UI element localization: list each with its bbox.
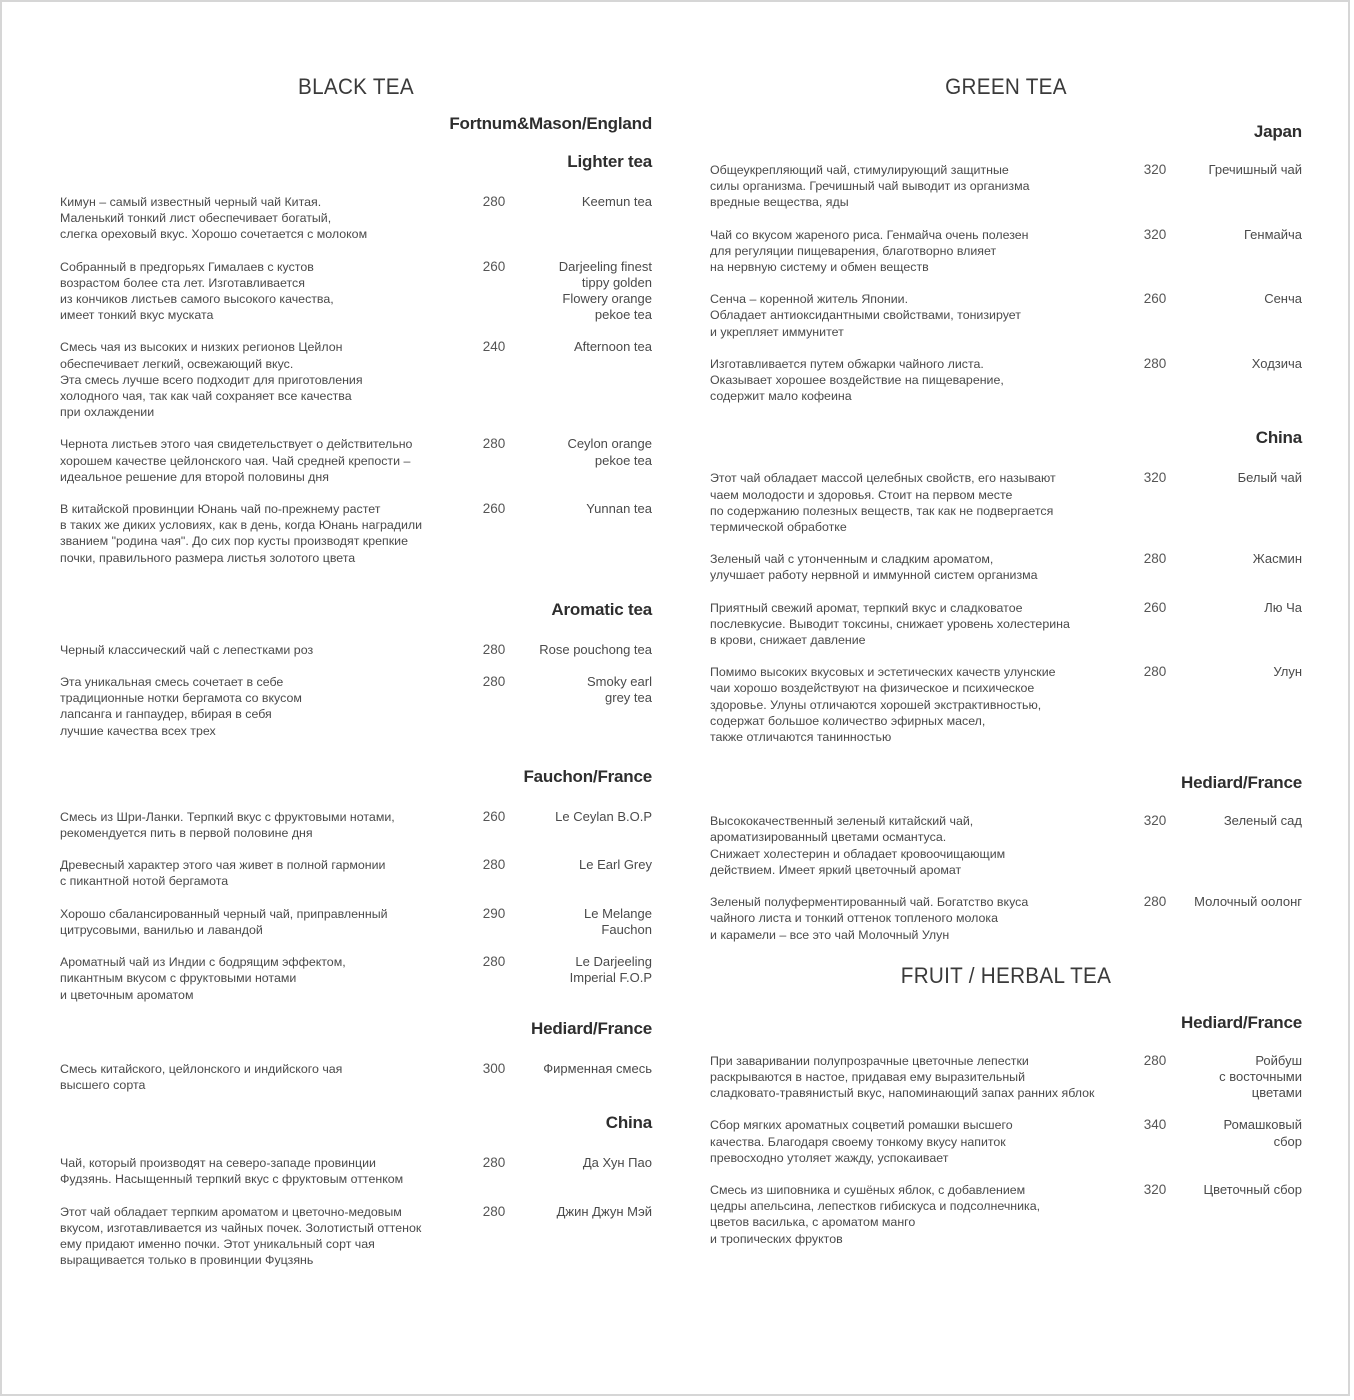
china-black-heading: China: [605, 1113, 652, 1133]
item-name: Генмайча: [1243, 226, 1302, 242]
item-price: 280: [482, 641, 506, 657]
item-description: Кимун – самый известный черный чай Китая. Маленький тонкий лист обеспечивает богатый, слегка ореховый вкус. Хорошо сочетается с молоком: [60, 195, 368, 242]
china-black-list: [60, 1155, 652, 1268]
item-description: Чай со вкусом жареного риса. Генмайча очень полезен для регуляции пищеварения, благотворно влияет на нервную систему и обмен веществ: [710, 227, 1029, 275]
item-price: 320: [1143, 470, 1167, 486]
menu-item: [710, 551, 1302, 583]
item-description: Помимо высоких вкусовых и эстетических качеств улунские чаи хорошо воздействуют на физическое и психическое здоровье. Улуны отличаются хорошей экстрактивностью, содержат большое количество эфирных масел, также отличаются танинностью: [710, 665, 1056, 745]
item-description: В китайской провинции Юнань чай по-прежнему растет в таких же диких условиях, как в день, когда Юнань наградили званием "родина чая". До сих пор кусты производят крепкие почки, правильного размера листья золотого цвета: [60, 502, 423, 565]
item-price: 280: [482, 194, 506, 209]
menu-item: [710, 227, 1302, 276]
menu-item: [60, 1204, 652, 1269]
item-description: Зеленый полуферментированный чай. Богатство вкуса чайного листа и тонкий оттенок топленого молока и карамели – все это чай Молочный Улун: [710, 895, 1029, 942]
item-price: 280: [482, 857, 506, 873]
item-name: Keemun tea: [581, 194, 652, 209]
item-price: 320: [1143, 813, 1167, 829]
menu-item: [710, 162, 1302, 211]
item-description: Смесь из Шри-Ланки. Терпкий вкус с фруктовыми нотами, рекомендуется пить в первой половине дня: [60, 809, 395, 841]
item-description: Чернота листьев этого чая свидетельствует о действительно хорошем качестве цейлонского чая. Чай средней крепости – идеальное решение для второй половины дня: [60, 437, 413, 484]
menu-item: [60, 857, 652, 889]
menu-item: [60, 1155, 652, 1187]
lighter-tea-list: [60, 194, 652, 566]
menu-item: [60, 954, 652, 1003]
menu-item: [60, 642, 652, 658]
item-description: Смесь из шиповника и сушёных яблок, с добавлением цедры апельсина, лепестков гибискуса и подсолнечника, цветов василька, с ароматом манго и тропических фруктов: [710, 1182, 1041, 1246]
item-price: 320: [1143, 162, 1167, 177]
japan-heading: Japan: [1253, 122, 1302, 141]
menu-item: [710, 894, 1302, 943]
item-name: Жасмин: [1252, 551, 1302, 567]
menu-item: [60, 194, 652, 243]
menu-item: [60, 436, 652, 485]
china-green-heading: China: [1255, 428, 1302, 448]
item-name: Yunnan tea: [586, 501, 652, 517]
item-price: 280: [1143, 551, 1167, 567]
item-name: Ройбуш с восточными цветами: [1219, 1052, 1302, 1101]
menu-item: [60, 259, 652, 324]
item-name: Darjeeling finest tippy golden Flowery orange pekoe tea: [558, 258, 652, 323]
item-price: 280: [482, 954, 506, 970]
item-price: 280: [482, 674, 506, 690]
item-name: Да Хун Пао: [582, 1155, 652, 1171]
item-price: 260: [482, 258, 506, 274]
item-description: Общеукрепляющий чай, стимулирующий защитные силы организма. Гречишный чай выводит из организма вредные вещества, яды: [710, 163, 1030, 210]
item-description: Этот чай обладает массой целебных свойств, его называют чаем молодости и здоровья. Стоит на первом месте по содержанию полезных веществ, так как не подвергается термической обработке: [710, 471, 1056, 535]
black-tea-column: [60, 74, 652, 1284]
item-price: 280: [1143, 1052, 1167, 1068]
hediard-green-list: [710, 813, 1302, 942]
china-green-list: [710, 470, 1302, 745]
item-description: Чай, который производят на северо-западе провинции Фудзянь. Насыщенный терпкий вкус с фруктовым оттенком: [60, 1156, 404, 1187]
menu-item: [710, 1182, 1302, 1247]
item-price: 260: [482, 501, 506, 517]
item-price: 290: [482, 905, 506, 921]
item-price: 320: [1143, 226, 1167, 242]
item-name: Цветочный сбор: [1203, 1181, 1302, 1197]
item-name: Le Melange Fauchon: [584, 905, 652, 937]
menu-item: [710, 470, 1302, 535]
item-price: 340: [1143, 1117, 1167, 1133]
menu-item: [710, 600, 1302, 649]
lighter-tea-heading: Lighter tea: [567, 152, 652, 171]
menu-item: [710, 1117, 1302, 1166]
item-name: Гречишный чай: [1208, 162, 1302, 177]
hediard-green-heading: Hediard/France: [1181, 773, 1302, 793]
item-description: Смесь чая из высоких и низких регионов Цейлон обеспечивает легкий, освежающий вкус. Эта смесь лучше всего подходит для приготовления холодного чая, так как чай сохраняет все качества при охлаждении: [60, 340, 363, 420]
green-tea-title: GREEN TEA: [945, 74, 1067, 99]
green-tea-column: [710, 74, 1302, 1263]
item-description: Этот чай обладает терпким ароматом и цветочно-медовым вкусом, изготавливается из чайных почек. Золотистый оттенок ему придают именно почки. Этот уникальный сорт чая выращивается только в провинции Фуцзянь: [60, 1204, 422, 1268]
brand-fortnum-mason: Fortnum&Mason/England: [449, 114, 652, 133]
item-name: Le Ceylan B.O.P: [555, 808, 652, 824]
item-price: 260: [482, 808, 506, 824]
menu-item: [60, 501, 652, 566]
item-name: Белый чай: [1237, 470, 1302, 486]
menu-item: [710, 664, 1302, 745]
menu-item: [710, 813, 1302, 878]
item-name: Afternoon tea: [573, 339, 652, 355]
item-price: 240: [482, 339, 506, 355]
item-name: Rose pouchong tea: [539, 641, 652, 657]
item-description: Древесный характер этого чая живет в полной гармонии с пикантной нотой бергамота: [60, 858, 386, 889]
black-tea-title: BLACK TEA: [298, 74, 414, 99]
hediard-heading: Hediard/France: [531, 1018, 652, 1038]
item-name: Smoky earl grey tea: [586, 674, 652, 706]
item-description: Приятный свежий аромат, терпкий вкус и сладковатое послевкусие. Выводит токсины, снижает уровень холестерина в крови, снижает давление: [710, 600, 1070, 648]
item-name: Le Earl Grey: [579, 857, 652, 873]
hediard-black-list: [60, 1061, 652, 1093]
item-price: 280: [482, 436, 506, 452]
item-description: Сбор мягких ароматных соцветий ромашки высшего качества. Благодаря своему тонкому вкусу напиток превосходно утоляет жажду, успокаивает: [710, 1118, 1013, 1165]
fruit-herbal-list: [710, 1053, 1302, 1247]
item-price: 280: [1143, 894, 1167, 910]
item-description: Хорошо сбалансированный черный чай, приправленный цитрусовыми, ванилью и лавандой: [60, 906, 388, 937]
menu-item: [60, 674, 652, 739]
aromatic-tea-list: [60, 642, 652, 739]
item-price: 300: [482, 1060, 506, 1076]
item-name: Лю Ча: [1264, 599, 1302, 615]
fruit-hediard-heading: Hediard/France: [1181, 1012, 1302, 1032]
item-description: При заваривании полупрозрачные цветочные лепестки раскрываются в настое, придавая ему выразительный сладковато-травянистый вкус, напоминающий запах ранних яблок: [710, 1053, 1095, 1101]
menu-item: [60, 1061, 652, 1093]
aromatic-tea-heading: Aromatic tea: [551, 599, 652, 619]
fauchon-tea-list: [60, 809, 652, 1003]
item-description: Сенча – коренной житель Японии. Обладает антиоксидантными свойствами, тонизирует и укрепляет иммунитет: [710, 292, 1021, 339]
item-price: 260: [1143, 599, 1167, 615]
item-description: Черный классический чай с лепестками роз: [60, 642, 314, 657]
item-name: Молочный оолонг: [1194, 894, 1302, 910]
item-description: Изготавливается путем обжарки чайного листа. Оказывает хорошее воздействие на пищеварение, содержит мало кофеина: [710, 356, 1004, 404]
item-description: Эта уникальная смесь сочетает в себе традиционные нотки бергамота со вкусом лапсанга и ганпаудер, вбирая в себя лучшие качества всех трех: [60, 675, 302, 738]
menu-item: [710, 356, 1302, 405]
fauchon-heading: Fauchon/France: [523, 766, 652, 786]
item-name: Джин Джун Мэй: [556, 1203, 652, 1219]
menu-item: [710, 1053, 1302, 1102]
menu-item: [60, 906, 652, 938]
fruit-herbal-title: FRUIT / HERBAL TEA: [900, 962, 1112, 988]
item-name: Сенча: [1264, 291, 1302, 307]
item-name: Ceylon orange pekoe tea: [567, 436, 652, 468]
item-name: Улун: [1273, 664, 1302, 680]
item-description: Зеленый чай с утонченным и сладким ароматом, улучшает работу нервной и иммунной систем организма: [710, 552, 1038, 583]
japan-tea-list: [710, 162, 1302, 404]
item-price: 280: [1143, 355, 1167, 371]
menu-item: [60, 339, 652, 420]
menu-item: [60, 809, 652, 841]
item-name: Зеленый сад: [1223, 813, 1302, 829]
menu-item: [710, 291, 1302, 340]
item-description: Высококачественный зеленый китайский чай, ароматизированный цветами османтуса. Снижает холестерин и обладает кровоочищающим действием. Имеет яркий цветочный аромат: [710, 814, 1006, 877]
item-name: Фирменная смесь: [543, 1060, 652, 1076]
item-price: 280: [482, 1155, 506, 1171]
item-price: 260: [1143, 291, 1167, 307]
item-price: 280: [1143, 664, 1167, 680]
item-price: 280: [482, 1203, 506, 1219]
item-description: Собранный в предгорьях Гималаев с кустов возрастом более ста лет. Изготавливается из кончиков листьев самого высокого качества, имеет тонкий вкус муската: [60, 259, 334, 323]
item-name: Ходзича: [1251, 355, 1302, 371]
item-description: Смесь китайского, цейлонского и индийского чая высшего сорта: [60, 1061, 343, 1092]
item-price: 320: [1143, 1181, 1167, 1197]
item-name: Le Darjeeling Imperial F.O.P: [569, 954, 652, 986]
item-description: Ароматный чай из Индии с бодрящим эффектом, пикантным вкусом с фруктовыми нотами и цветочным ароматом: [60, 955, 346, 1002]
item-name: Ромашковый сбор: [1223, 1117, 1302, 1149]
